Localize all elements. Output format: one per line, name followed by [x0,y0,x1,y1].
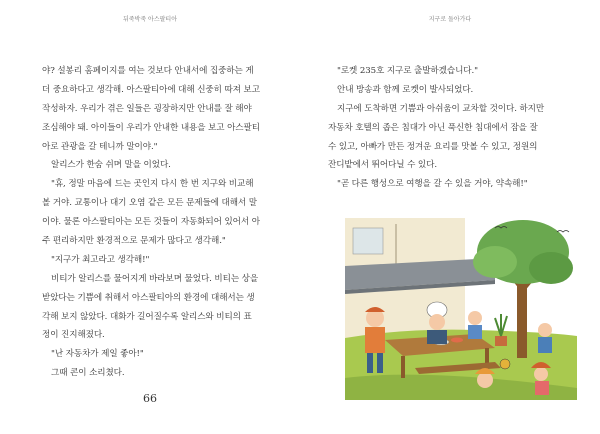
text-line: 작성하자. 우리가 겪은 일들은 굉장하지만 안내를 잘 해야 [42,103,252,114]
text-line: 조심해야 돼. 아이들이 우리가 안내한 내용을 보고 아스팔티 [42,122,260,133]
text-line: 주 편리하지만 환경적으로 문제가 많다고 생각해." [42,236,226,247]
text-line: 잔디밭에서 뛰어다닐 수 있다. [328,160,437,171]
ball [500,359,510,369]
plant-pot [495,336,507,346]
text-line: "곧 다른 행성으로 여행을 갈 수 있을 거야, 약속해!" [337,179,528,190]
text-line: 이야. 물론 아스팔티아는 모든 것들이 자동화되어 있어서 아 [42,217,260,228]
garden-family-illustration [345,218,577,400]
text-line: 지구에 도착하면 기쁨과 아쉬움이 교차할 것이다. 하지만 [337,103,545,114]
text-line: 받았다는 기쁨에 취해서 아스팔티아의 환경에 대해서는 생 [42,292,255,303]
text-line: "난 자동차가 제일 좋아!" [51,349,144,360]
text-line: 안내 방송과 함께 로켓이 발사되었다. [337,84,474,95]
kid-face [538,323,552,337]
page-number: 66 [143,392,157,405]
text-line: "지구가 최고라고 생각해!" [51,254,150,265]
window [353,228,383,254]
text-line: 그때 콘이 소리쳤다. [51,368,125,379]
text-line: "로켓 235호 지구로 출발하겠습니다." [337,66,478,76]
dancing-kid-face [534,367,548,381]
left-body-text [42,62,277,383]
right-body-text [328,62,568,194]
bird-icon [557,231,569,233]
text-line: 수 있고, 아빠가 만든 정겨운 요리를 맛볼 수 있고, 정원의 [328,141,538,152]
text-line: 볼 거야. 교통이나 대기 오염 같은 모든 문제들에 대해서 말 [42,198,257,209]
left-running-header: 뒤죽박죽 아스팔티아 [122,16,178,23]
text-line: 비티가 알리스를 물어지게 바라보며 물었다. 비티는 상을 [51,273,259,284]
text-line: 자동차 호텔의 좁은 침대가 아닌 푹신한 침대에서 잠을 잘 [328,122,538,133]
text-line: 정이 진지해졌다. [42,330,105,341]
girl-face [468,311,482,325]
text-line: 더 중요하다고 생각해. 아스팔티아에 대해 신중히 따져 보고 [42,84,260,95]
text-line: 각해 보지 않았다. 대화가 길어질수록 알리스와 비티의 표 [42,311,252,322]
text-line: 야? 설봉리 홈페이지를 여는 것보다 안내서에 집중하는 게 [42,66,254,76]
dad-face [429,314,445,330]
child-face [477,372,493,388]
text-line: 아로 관광을 갈 테니까 말이야." [42,141,158,152]
text-line: 알리스가 한숨 쉬며 말을 이었다. [51,160,171,171]
text-line: "휴, 정말 마음에 드는 곳인지 다시 한 번 지구와 비교해 [51,179,254,190]
right-running-header: 지구로 돌아가다 [428,16,472,23]
right-page [300,0,600,434]
